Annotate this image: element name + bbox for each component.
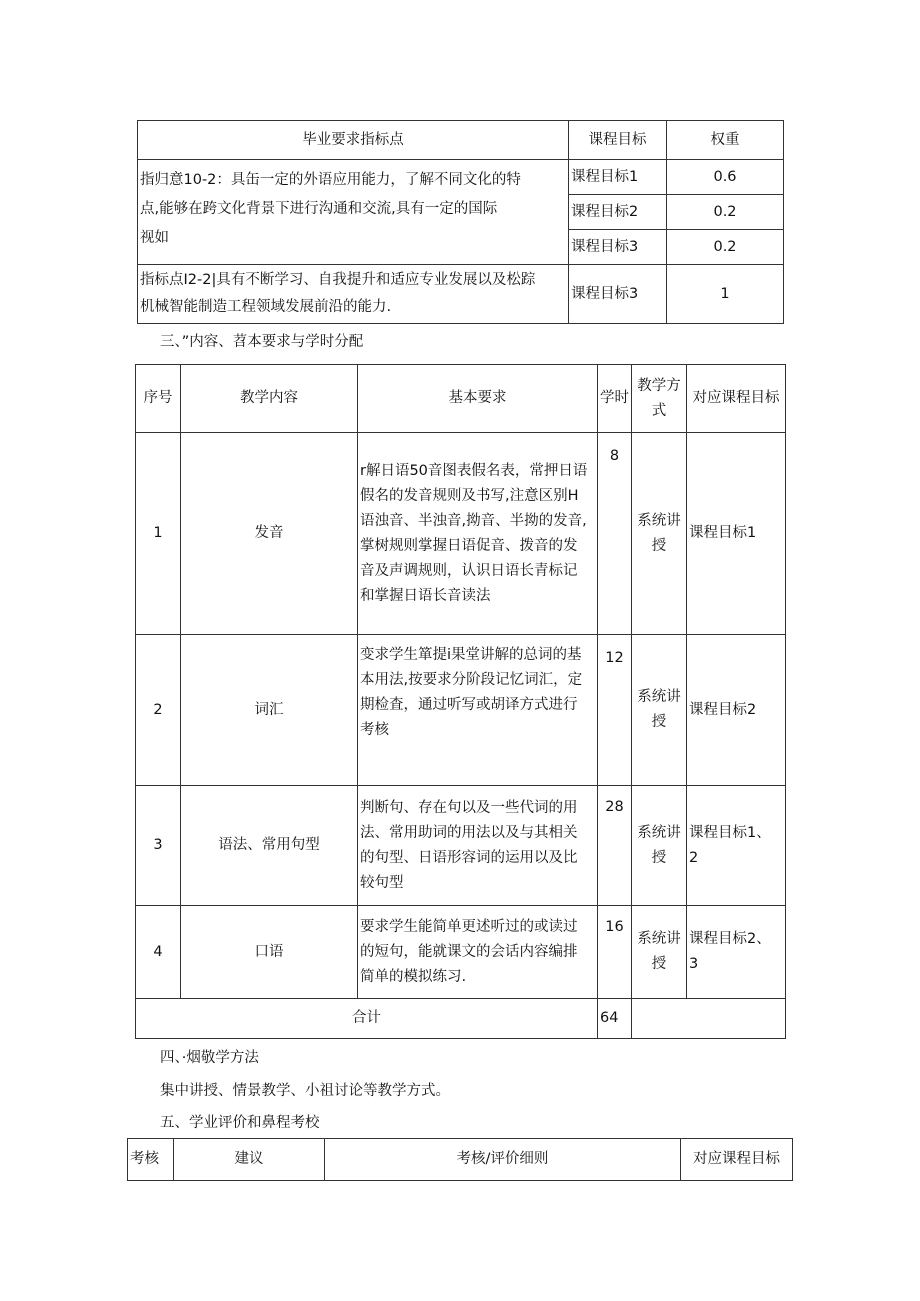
total-empty	[632, 999, 786, 1039]
row-target	[687, 433, 786, 635]
requirement-line: 法、常用助词的用法以及与其相关	[360, 824, 578, 841]
header-method-line: 式	[651, 402, 667, 419]
row-method	[632, 906, 687, 999]
row-requirement	[358, 786, 598, 906]
requirement-line: 的短句，能就课文的会话内容编排	[360, 943, 578, 960]
target-line: 课程目标2、	[689, 931, 771, 947]
method-line: 系统讲	[637, 512, 681, 529]
course-target: 课程目标3	[569, 265, 667, 324]
method-line: 授	[651, 537, 667, 554]
method-line: 系统讲	[637, 824, 681, 841]
indicator-weight-table	[137, 120, 784, 324]
requirement-line: 考核	[360, 722, 389, 738]
header-no: 序号	[136, 365, 181, 433]
row-hours: 12	[598, 635, 632, 786]
target-line: 课程目标1	[689, 525, 757, 542]
table-row	[136, 433, 786, 635]
target-line: 课程目标2	[689, 701, 757, 718]
header-suggestion: 建议	[174, 1139, 325, 1181]
target-line: 课程目标1、	[689, 824, 771, 841]
header-target: 对应课程目标	[687, 365, 786, 433]
target-line: 3	[689, 956, 699, 972]
row-method	[632, 433, 687, 635]
requirement-line: 掌树规则掌握日语促音、拨音的发	[360, 537, 578, 554]
header-requirement: 基本要求	[358, 365, 598, 433]
indicator-line: 视如	[140, 230, 169, 246]
header-weight: 权重	[667, 121, 784, 160]
requirement-line: 音及声调规则，认识日语长青标记	[360, 562, 578, 579]
method-line: 系统讲	[637, 931, 681, 947]
weight: 0.2	[667, 195, 784, 230]
requirement-line: 假名的发音规则及书写,注意区别H	[360, 487, 579, 504]
total-label: 合计	[136, 999, 598, 1039]
header-method	[632, 365, 687, 433]
method-line: 授	[651, 714, 667, 730]
row-content: 口语	[181, 906, 358, 999]
row-method	[632, 786, 687, 906]
requirement-line: 语浊音、半浊音,拗音、半拗的发音,	[360, 512, 587, 529]
requirement-line: 变求学生箪提i果堂讲解的总词的基	[360, 647, 582, 663]
requirement-line: 较句型	[360, 874, 404, 891]
requirement-line: 和掌握日语长音读法	[360, 587, 491, 604]
row-requirement	[358, 906, 598, 999]
indicator-12-2	[138, 265, 569, 324]
table-row	[136, 786, 786, 906]
header-method-line: 教学方	[637, 377, 681, 394]
row-target	[687, 906, 786, 999]
total-hours: 64	[598, 999, 632, 1039]
indicator-line: 指标点I2-2|具有不断学习、自我提升和适应专业发展以及松踪	[140, 272, 536, 288]
course-target: 课程目标1	[569, 160, 667, 195]
row-no: 3	[136, 786, 181, 906]
requirement-line: 判断句、存在句以及一些代词的用	[360, 799, 578, 816]
indicator-10-2	[138, 160, 569, 265]
row-content: 词汇	[181, 635, 358, 786]
row-no: 1	[136, 433, 181, 635]
requirement-line: 要求学生能简单更述听过的或读过	[360, 918, 578, 935]
header-course-target: 课程目标	[569, 121, 667, 160]
requirement-line: 简单的模拟练习.	[360, 968, 467, 985]
row-target	[687, 786, 786, 906]
row-requirement	[358, 635, 598, 786]
row-no: 2	[136, 635, 181, 786]
row-hours: 16	[598, 906, 632, 999]
section-5-title: 五、学业评价和鼻程考校	[160, 1115, 320, 1131]
row-requirement	[358, 433, 598, 635]
row-hours: 28	[598, 786, 632, 906]
requirement-line: 的句型、日语形容词的运用以及比	[360, 849, 578, 866]
row-target	[687, 635, 786, 786]
section-3-title: 三、”内容、苕本要求与学时分配	[160, 334, 364, 350]
course-target: 课程目标2	[569, 195, 667, 230]
indicator-line: 点,能够在跨文化背景下进行沟通和交流,具有一定的国际	[140, 201, 498, 217]
weight: 0.2	[667, 230, 784, 265]
total-row	[136, 999, 786, 1039]
header-assessment: 考核	[128, 1139, 174, 1181]
indicator-line: 指归意10-2：具缶一定的外语应用能力，了解不同文化的特	[140, 172, 521, 188]
content-hours-table	[135, 364, 786, 1039]
target-line: 2	[689, 849, 699, 866]
section-4-text: 集中讲授、情景教学、小祖讨论等教学方式。	[160, 1083, 450, 1099]
requirement-line: 期检査，通过听写或胡译方式进行	[360, 697, 578, 713]
method-line: 系统讲	[637, 689, 681, 705]
header-indicator: 毕业要求指标点	[138, 121, 569, 160]
row-hours: 8	[598, 433, 632, 635]
header-target: 对应课程目标	[681, 1139, 793, 1181]
requirement-line: 本用法,按要求分阶段记忆词汇，定	[360, 672, 583, 688]
row-content: 语法、常用句型	[181, 786, 358, 906]
weight: 1	[667, 265, 784, 324]
header-hours: 学时	[598, 365, 632, 433]
row-no: 4	[136, 906, 181, 999]
method-line: 授	[651, 849, 667, 866]
header-criteria: 考核/评价细则	[325, 1139, 681, 1181]
table-row	[136, 635, 786, 786]
row-content: 发音	[181, 433, 358, 635]
section-4-title: 四、·烟敬学方法	[160, 1050, 259, 1066]
assessment-table	[127, 1138, 793, 1181]
course-target: 课程目标3	[569, 230, 667, 265]
requirement-line: r解日语50音图表假名表，常押日语	[360, 462, 588, 479]
table-row	[136, 906, 786, 999]
header-content: 教学内容	[181, 365, 358, 433]
row-method	[632, 635, 687, 786]
weight: 0.6	[667, 160, 784, 195]
method-line: 授	[651, 956, 667, 972]
indicator-line: 机械智能制造工程领域发展前沿的能力.	[140, 299, 392, 315]
